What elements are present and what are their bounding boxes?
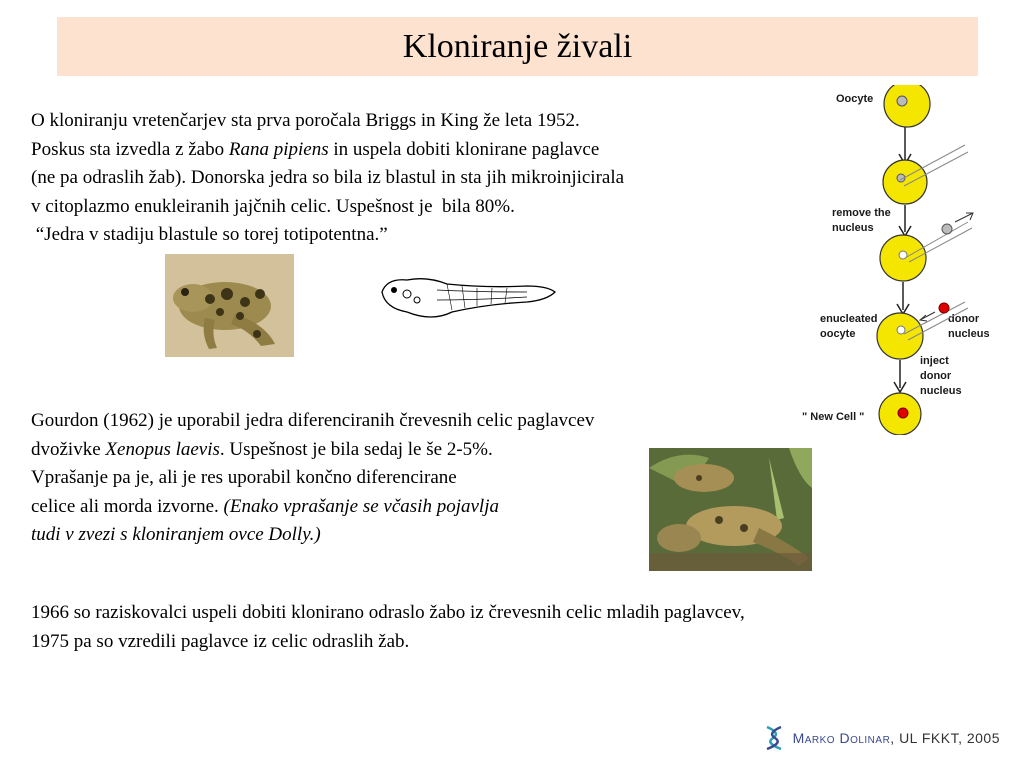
text-line: (ne pa odraslih žab). Donorska jedra so bila iz blastul in sta jih mikroinjicirala — [31, 167, 625, 188]
paragraph-briggs-king — [31, 107, 811, 250]
oocyte-cell — [884, 85, 930, 127]
paragraph-gourdon — [31, 407, 731, 550]
text-span: celice ali morda izvorne. — [31, 495, 224, 517]
text-line: 1975 pa so vzredili paglavce iz celic odraslih žab. — [31, 630, 410, 652]
slide-title: Kloniranje živali — [402, 27, 633, 65]
text-line — [31, 436, 731, 465]
text-line: Vprašanje pa je, ali je res uporabil končno diferencirane — [31, 467, 457, 488]
nuclear-transfer-diagram — [800, 85, 1000, 435]
text-line: O kloniranju vretenčarjev sta prva poročala Briggs in King že leta 1952. — [31, 110, 580, 131]
tadpole-drawing — [377, 270, 557, 325]
xenopus-frog-image — [649, 448, 812, 571]
footer-author: Marko Dolinar — [792, 730, 891, 746]
label-inject-1: inject — [920, 355, 949, 367]
footer — [763, 726, 1000, 750]
italic-note: tudi v zvezi s kloniranjem ovce Dolly.) — [31, 524, 321, 545]
footer-credit — [793, 730, 1000, 746]
dna-logo-icon — [763, 725, 785, 751]
label-donor-2: nucleus — [948, 328, 990, 340]
text-line — [31, 136, 811, 165]
italic-note: (Enako vprašanje se včasih pojavlja — [223, 495, 499, 517]
label-enucleated-2: oocyte — [820, 328, 856, 340]
label-remove-2: nucleus — [832, 222, 874, 234]
cell-step2 — [883, 160, 927, 204]
label-remove-1: remove the — [832, 207, 891, 219]
text-line — [31, 493, 731, 522]
species-name: Xenopus laevis — [105, 438, 220, 460]
paragraph-1966 — [31, 599, 931, 656]
text-span: . Uspešnost je bila sedaj le še 2-5%. — [219, 438, 493, 460]
label-enucleated-1: enucleated — [820, 313, 878, 325]
text-span: dvoživke — [31, 438, 106, 460]
label-donor-1: donor — [948, 313, 980, 325]
label-oocyte: Oocyte — [836, 93, 874, 105]
oocyte-nucleus — [897, 96, 907, 106]
text-line: v citoplazmo enukleiranih jajčnih celic. Uspešnost je bila 80%. — [31, 195, 515, 217]
text-line: “Jedra v stadiju blastule so torej totipotentna.” — [31, 224, 388, 245]
new-cell-nucleus — [898, 408, 908, 418]
leopard-frog-image — [165, 254, 294, 357]
label-inject-3: nucleus — [920, 385, 962, 397]
label-new-cell: " New Cell " — [802, 411, 865, 423]
text-span: in uspela dobiti klonirane paglavce — [328, 138, 600, 160]
species-name: Rana pipiens — [228, 138, 329, 160]
text-line: Gourdon (1962) je uporabil jedra diferenciranih črevesnih celic paglavcev — [31, 410, 595, 431]
text-line — [31, 521, 731, 550]
label-inject-2: donor — [920, 370, 952, 382]
text-span: Poskus sta izvedla z žabo — [31, 138, 229, 160]
text-line: 1966 so raziskovalci uspeli dobiti klonirano odraslo žabo iz črevesnih celic mladih paglavcev, — [31, 602, 745, 623]
donor-nucleus — [939, 303, 949, 313]
footer-affiliation: , UL FKKT, 2005 — [890, 730, 1000, 746]
title-bar — [57, 17, 978, 76]
